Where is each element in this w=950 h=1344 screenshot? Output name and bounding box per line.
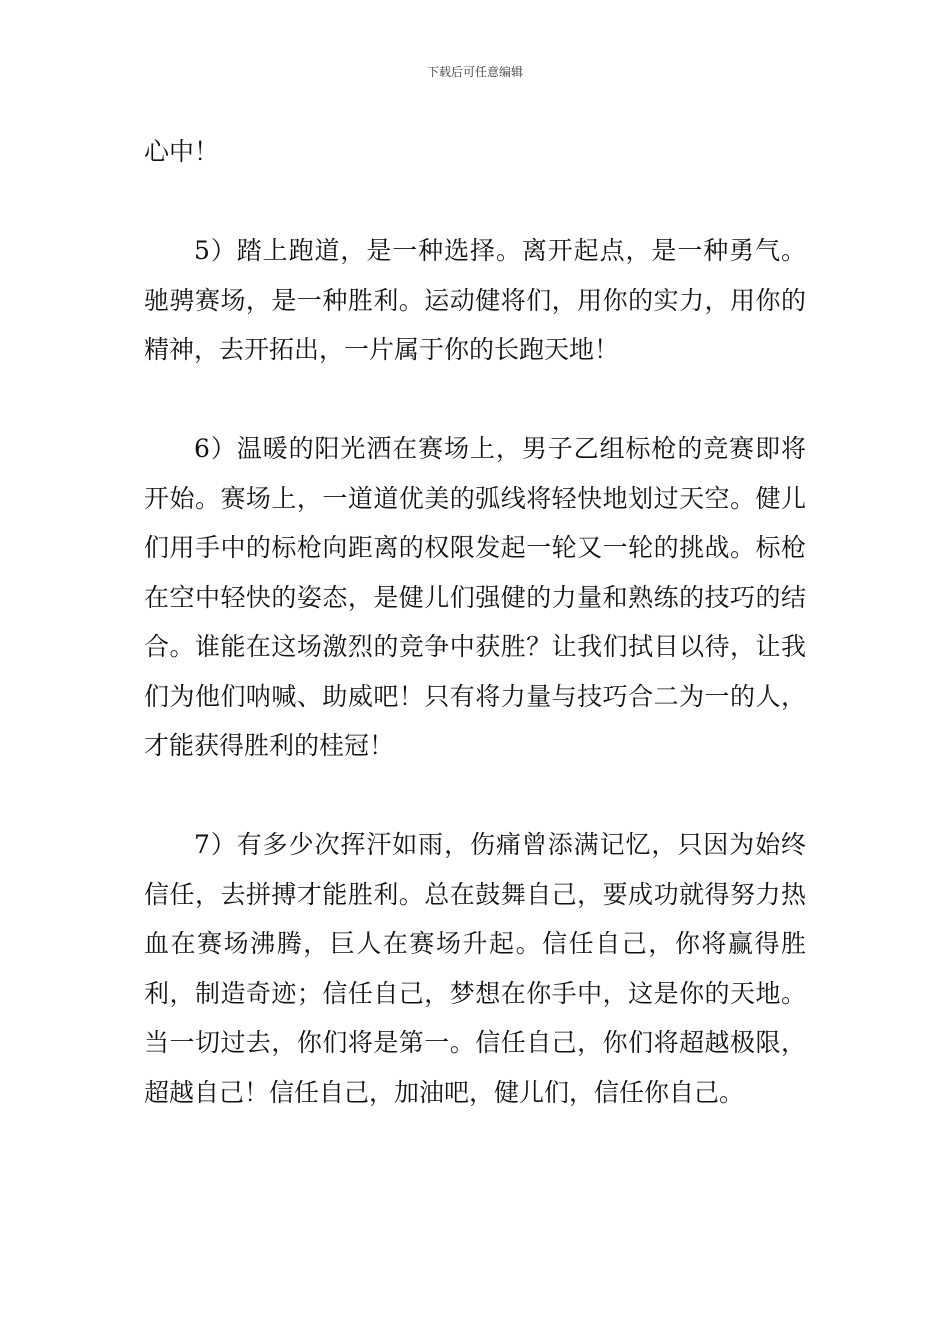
paragraph-continuation: 心中！ — [144, 137, 220, 166]
document-body — [144, 127, 806, 1117]
paragraph-item-7: 7）有多少次挥汗如雨，伤痛曾添满记忆，只因为始终信任，去拼搏才能胜利。总在鼓舞自己，要成功就得努力热血在赛场沸腾，巨人在赛场升起。信任自己，你将赢得胜利，制造奇迹；信任自己，梦想在你手中，这是你的天地。当一切过去，你们将是第一。信任自己，你们将超越极限，超越自己！信任自己，加油吧，健儿们，信任你自己。 — [144, 830, 806, 1107]
page-header: 下载后可任意编辑 — [426, 65, 523, 79]
paragraph-item-5: 5）踏上跑道，是一种选择。离开起点，是一种勇气。驰骋赛场，是一种胜利。运动健将们，用你的实力，用你的精神，去开拓出，一片属于你的长跑天地！ — [144, 236, 806, 364]
paragraph-item-6: 6）温暖的阳光洒在赛场上，男子乙组标枪的竞赛即将开始。赛场上，一道道优美的弧线将轻快地划过天空。健儿们用手中的标枪向距离的权限发起一轮又一轮的挑战。标枪在空中轻快的姿态，是健儿们强健的力量和熟练的技巧的结合。谁能在这场激烈的竞争中获胜？让我们拭目以待，让我们为他们呐喊、助威吧！只有将力量与技巧合二为一的人，才能获得胜利的桂冠！ — [144, 434, 806, 760]
